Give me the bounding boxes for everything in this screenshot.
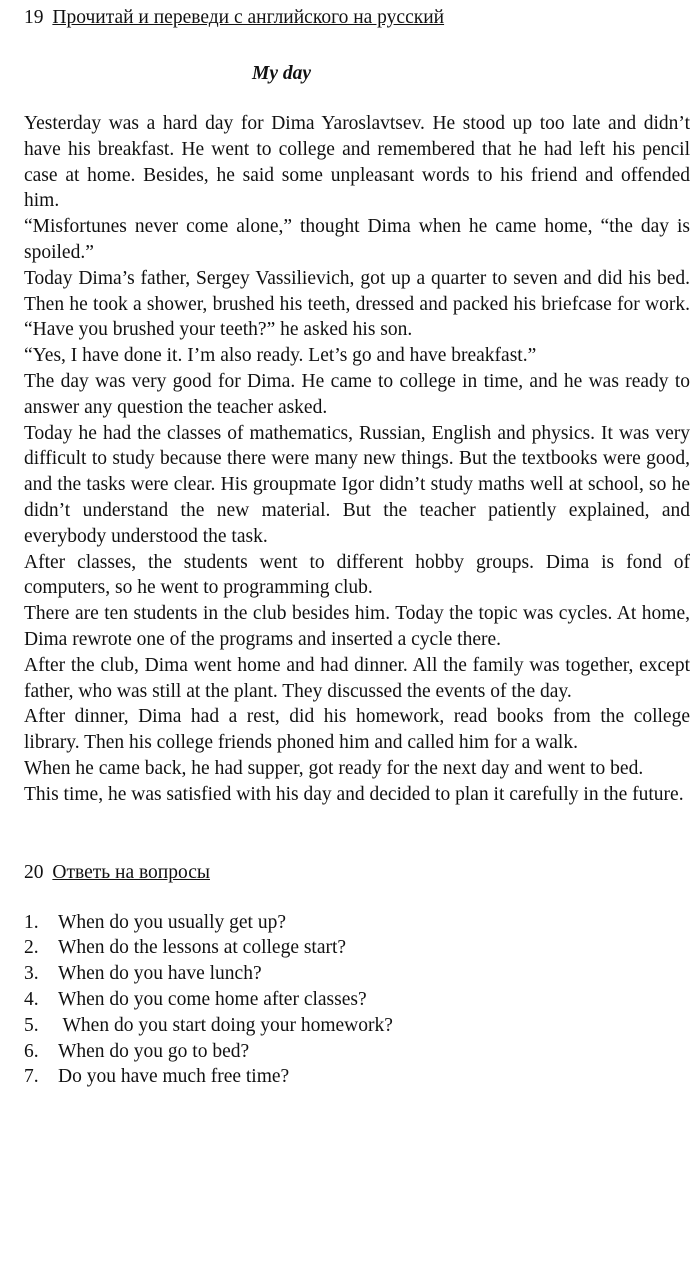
question-text: When do you start doing your homework? [58, 1014, 393, 1036]
story-paragraph: Today he had the classes of mathematics, Russian, English and physics. It was very difficult to study because there were many new things. But the textbooks were good, and the tasks were clear. His groupmate Igor didn’t study maths well at school, so he didn’t understand the new material. But the teacher patiently explained, and everybody understood the task. [24, 422, 690, 547]
story-paragraph: This time, he was satisfied with his day and decided to plan it carefully in the future. [24, 783, 684, 805]
question-text: When do the lessons at college start? [58, 937, 347, 959]
question-number: 4. [24, 988, 39, 1010]
question-item [24, 961, 690, 987]
question-item [24, 1064, 690, 1090]
question-item [24, 1039, 690, 1065]
story-text [24, 111, 690, 808]
story-paragraph: After the club, Dima went home and had dinner. All the family was together, except father, who was still at the plant. They discussed the events of the day. [24, 654, 690, 702]
question-text: When do you come home after classes? [58, 988, 367, 1010]
question-item [24, 1013, 690, 1039]
question-list [24, 910, 690, 1091]
story-paragraph: The day was very good for Dima. He came to college in time, and he was ready to answer any question the teacher asked. [24, 370, 690, 418]
question-item [24, 910, 690, 936]
task-20-number: 20 [24, 861, 44, 883]
task-19-header [24, 5, 690, 31]
question-number: 7. [24, 1066, 39, 1088]
task-19-instruction: Прочитай и переведи с английского на русский [52, 7, 445, 28]
story-paragraph: Today Dima’s father, Sergey Vassilievich, got up a quarter to seven and did his bed. Then he took a shower, brushed his teeth, dressed and packed his briefcase for work. “Have you brushed your teeth?” he asked his son. [24, 267, 690, 341]
worksheet-page [24, 5, 690, 1090]
task-20-header [24, 860, 690, 886]
question-text: When do you go to bed? [58, 1040, 250, 1062]
story-paragraph: “Yes, I have done it. I’m also ready. Let’s go and have breakfast.” [24, 345, 537, 367]
question-item [24, 987, 690, 1013]
story-paragraph: “Misfortunes never come alone,” thought Dima when he came home, “the day is spoiled.” [24, 216, 690, 263]
question-number: 1. [24, 911, 39, 933]
task-20-instruction: Ответь на вопросы [52, 861, 210, 883]
question-text: When do you have lunch? [58, 963, 262, 985]
question-number: 5. [24, 1014, 39, 1036]
story-paragraph: When he came back, he had supper, got ready for the next day and went to bed. [24, 757, 644, 779]
story-paragraph: After dinner, Dima had a rest, did his homework, read books from the college library. Then his college friends phoned him and called him for a walk. [24, 706, 690, 754]
question-number: 3. [24, 963, 39, 985]
story-paragraph: After classes, the students went to different hobby groups. Dima is fond of computers, so he went to programming club. [24, 551, 690, 599]
story-title: My day [252, 63, 312, 84]
story-paragraph: There are ten students in the club besides him. Today the topic was cycles. At home, Dima rewrote one of the programs and inserted a cycle there. [24, 603, 690, 650]
question-item [24, 935, 690, 961]
question-text: Do you have much free time? [58, 1066, 290, 1088]
question-number: 6. [24, 1040, 39, 1062]
question-text: When do you usually get up? [58, 911, 286, 933]
task-19-number: 19 [24, 7, 44, 28]
question-number: 2. [24, 937, 39, 959]
story-paragraph: Yesterday was a hard day for Dima Yaroslavtsev. He stood up too late and didn’t have his breakfast. He went to college and remembered that he had left his pencil case at home. Besides, he said some unpleasant words to his friend and offended him. [24, 113, 690, 212]
